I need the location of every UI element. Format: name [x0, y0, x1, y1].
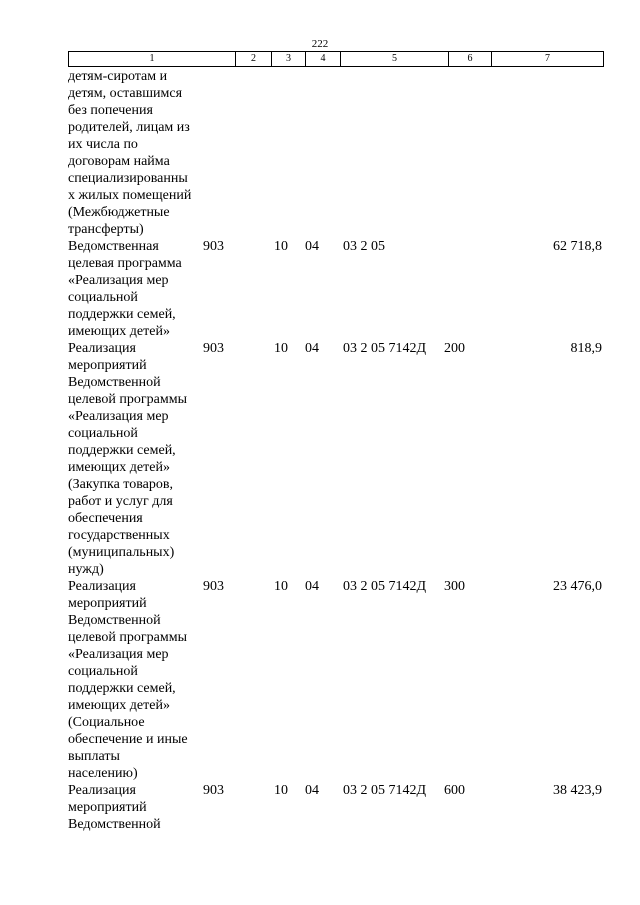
row-name-line: трансферты)	[68, 222, 144, 237]
amount-value: 38 423,9	[553, 783, 602, 798]
row-name-line: (муниципальных)	[68, 545, 175, 560]
row-name-line: «Реализация мер	[68, 647, 169, 662]
row-name-line: детям-сиротам и	[68, 69, 168, 84]
row-name-line: целевой программы	[68, 630, 187, 645]
section-code: 10	[274, 783, 288, 798]
column-header: 3	[272, 52, 306, 67]
row-name-line: социальной	[68, 290, 138, 305]
amount-value: 818,9	[570, 341, 602, 356]
row-name-line: мероприятий	[68, 596, 147, 611]
row-name-line: целевой программы	[68, 392, 187, 407]
column-header-table	[68, 51, 604, 67]
row-name	[68, 238, 203, 340]
row-name-line: Реализация	[68, 341, 136, 356]
column-header: 6	[449, 52, 492, 67]
column-header: 5	[341, 52, 449, 67]
row-name-line: Ведомственная	[68, 239, 159, 254]
section-code: 10	[274, 239, 288, 254]
row-name-line: договорам найма	[68, 154, 170, 169]
row-name-line: детям, оставшимся	[68, 86, 183, 101]
row-name-line: без попечения	[68, 103, 153, 118]
row-name-line: Ведомственной	[68, 817, 161, 832]
column-header: 4	[306, 52, 341, 67]
row-name-line: обеспечения	[68, 511, 143, 526]
expense-type-code: 300	[444, 579, 465, 594]
row-name-line: Реализация	[68, 579, 136, 594]
row-name-line: их числа по	[68, 137, 138, 152]
row-name-line: работ и услуг для	[68, 494, 173, 509]
row-name-line: имеющих детей»	[68, 698, 170, 713]
column-header: 1	[69, 52, 236, 67]
subsection-code: 04	[305, 783, 319, 798]
table-row	[0, 238, 640, 340]
row-name-line: (Закупка товаров,	[68, 477, 173, 492]
subsection-code: 04	[305, 341, 319, 356]
target-article-code: 03 2 05 7142Д	[343, 783, 427, 798]
ministry-code: 903	[203, 341, 224, 356]
amount-value: 23 476,0	[553, 579, 602, 594]
table-row	[0, 68, 640, 238]
ministry-code: 903	[203, 579, 224, 594]
row-name-line: нужд)	[68, 562, 104, 577]
expense-type-code: 600	[444, 783, 465, 798]
subsection-code: 04	[305, 579, 319, 594]
row-name	[68, 340, 203, 578]
target-article-code: 03 2 05 7142Д	[343, 341, 427, 356]
row-name-line: Реализация	[68, 783, 136, 798]
row-name-line: населению)	[68, 766, 138, 781]
column-header: 7	[492, 52, 604, 67]
section-code: 10	[274, 579, 288, 594]
row-name-line: социальной	[68, 664, 138, 679]
row-name-line: (Социальное	[68, 715, 145, 730]
row-name	[68, 782, 203, 833]
row-name-line: выплаты	[68, 749, 120, 764]
expense-type-code: 200	[444, 341, 465, 356]
row-name-line: поддержки семей,	[68, 681, 176, 696]
row-name	[68, 578, 203, 782]
row-name-line: (Межбюджетные	[68, 205, 170, 220]
row-name-line: Ведомственной	[68, 613, 161, 628]
subsection-code: 04	[305, 239, 319, 254]
budget-table-body	[0, 68, 640, 833]
row-name-line: имеющих детей»	[68, 324, 170, 339]
target-article-code: 03 2 05	[343, 239, 385, 254]
target-article-code: 03 2 05 7142Д	[343, 579, 427, 594]
row-name-line: специализированны	[68, 171, 188, 186]
table-row	[0, 340, 640, 578]
row-name-line: поддержки семей,	[68, 307, 176, 322]
row-name-line: родителей, лицам из	[68, 120, 190, 135]
section-code: 10	[274, 341, 288, 356]
amount-value: 62 718,8	[553, 239, 602, 254]
column-header-row	[69, 52, 604, 67]
column-header: 2	[236, 52, 272, 67]
row-name-line: мероприятий	[68, 800, 147, 815]
row-name-line: «Реализация мер	[68, 409, 169, 424]
row-name-line: мероприятий	[68, 358, 147, 373]
row-name-line: социальной	[68, 426, 138, 441]
row-name-line: имеющих детей»	[68, 460, 170, 475]
ministry-code: 903	[203, 239, 224, 254]
row-name-line: целевая программа	[68, 256, 182, 271]
page-number: 222	[311, 38, 329, 50]
row-name-line: «Реализация мер	[68, 273, 169, 288]
ministry-code: 903	[203, 783, 224, 798]
row-name-line: поддержки семей,	[68, 443, 176, 458]
row-name-line: государственных	[68, 528, 170, 543]
row-name	[68, 68, 203, 238]
row-name-line: х жилых помещений	[68, 188, 192, 203]
row-name-line: обеспечение и иные	[68, 732, 188, 747]
row-name-line: Ведомственной	[68, 375, 161, 390]
table-row	[0, 578, 640, 782]
table-row	[0, 782, 640, 833]
